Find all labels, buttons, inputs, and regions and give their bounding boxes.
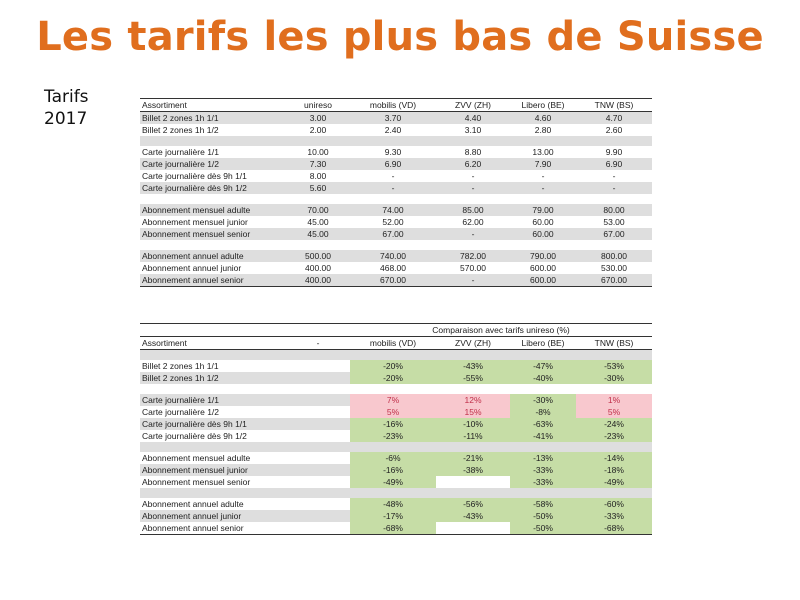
price-cell: 3.70 [350,112,436,125]
percent-cell: -16% [350,418,436,430]
price-cell: 67.00 [350,228,436,240]
percent-cell: -38% [436,464,510,476]
price-cell: - [576,182,652,194]
percent-cell: -49% [350,476,436,488]
product-name: Carte journalière dès 9h 1/2 [142,431,247,441]
column-header: Assortiment [140,337,286,350]
price-cell: - [391,171,395,181]
price-cell: 45.00 [307,217,329,227]
percent-cell: -68% [350,522,436,535]
product-name: Abonnement mensuel adulte [142,453,251,463]
price-cell: 7.90 [510,158,576,170]
product-name: Carte journalière 1/1 [142,147,220,157]
group-spacer [140,136,652,146]
price-cell: 6.20 [436,158,510,170]
table-row [140,204,652,216]
price-cell: 70.00 [286,204,350,216]
table-row [140,452,652,464]
percent-cell [286,498,350,510]
price-cell: 740.00 [350,250,436,262]
product-name: Carte journalière dès 9h 1/1 [140,418,286,430]
percent-cell: -33% [510,476,576,488]
column-header: unireso [286,99,350,112]
spacer-cell [140,384,652,394]
percent-cell [286,476,350,488]
price-cell: 468.00 [380,263,406,273]
product-name: Carte journalière 1/1 [140,394,286,406]
table-row [140,418,652,430]
price-cell: 80.00 [576,204,652,216]
group-spacer [140,350,652,361]
price-cell: 400.00 [305,263,331,273]
price-cell: 74.00 [350,204,436,216]
price-cell: 670.00 [576,274,652,287]
price-cell: 8.00 [309,171,327,181]
percent-cell: -33% [510,464,576,476]
table-row [140,476,652,488]
percent-cell [436,476,510,488]
percent-cell: -23% [576,430,652,442]
price-cell: - [436,228,510,240]
tariff-prices-table [140,98,652,287]
percent-cell: 12% [436,394,510,406]
table-row [140,274,652,287]
price-cell: 67.00 [576,228,652,240]
percent-cell [286,452,350,464]
price-cell: 9.30 [384,147,402,157]
price-cell: - [541,171,545,181]
price-cell: 79.00 [510,204,576,216]
price-cell: 5.60 [286,182,350,194]
percent-cell: -48% [350,498,436,510]
percent-cell: -60% [576,498,652,510]
price-cell: 782.00 [436,250,510,262]
column-header: mobilis (VD) [350,99,436,112]
percent-cell [286,430,350,442]
group-spacer [140,240,652,250]
table-row [140,124,652,136]
price-cell: 60.00 [510,228,576,240]
side-label-line2: 2017 [44,109,88,129]
percent-cell [286,464,350,476]
table-row [140,464,652,476]
percent-cell: -23% [350,430,436,442]
product-name: Abonnement annuel adulte [140,250,286,262]
comparison-caption-row [140,324,652,337]
product-name: Billet 2 zones 1h 1/2 [142,125,219,135]
price-cell: 800.00 [576,250,652,262]
page-title: Les tarifs les plus bas de Suisse [36,14,764,60]
product-name: Billet 2 zones 1h 1/1 [140,112,286,125]
spacer-cell [140,240,652,250]
price-cell: - [436,182,510,194]
percent-cell: -63% [510,418,576,430]
caption-spacer [286,324,350,337]
percent-cell: -13% [510,452,576,464]
table-row [140,406,652,418]
product-name: Abonnement annuel adulte [142,499,244,509]
percent-cell: -43% [436,360,510,372]
percent-cell: -43% [436,510,510,522]
percent-cell: -58% [510,498,576,510]
table-row [140,394,652,406]
price-cell: 53.00 [603,217,625,227]
percent-cell [286,372,350,384]
price-cell: 45.00 [286,228,350,240]
table-row [140,372,652,384]
percent-cell: -40% [510,372,576,384]
percent-cell: -30% [576,372,652,384]
percent-cell: -30% [510,394,576,406]
percent-cell [436,522,510,535]
percent-cell: -8% [510,406,576,418]
spacer-cell [140,350,652,361]
price-cell: 52.00 [382,217,404,227]
column-header: TNW (BS) [576,337,652,350]
percent-cell: -41% [510,430,576,442]
price-cell: 4.40 [436,112,510,125]
column-header: ZVV (ZH) [436,99,510,112]
price-cell: 600.00 [530,263,556,273]
table-header-row [140,337,652,350]
percent-cell [286,522,350,535]
price-cell: 85.00 [436,204,510,216]
price-cell: 400.00 [286,274,350,287]
product-name: Abonnement annuel senior [140,522,286,535]
percent-cell: 7% [350,394,436,406]
percent-cell: -18% [576,464,652,476]
group-spacer [140,194,652,204]
price-cell: 3.00 [286,112,350,125]
product-name: Abonnement annuel junior [142,263,242,273]
percent-cell: -20% [350,360,436,372]
product-name: Abonnement mensuel junior [140,464,286,476]
percent-cell: -68% [576,522,652,535]
table-row [140,112,652,125]
percent-cell: -16% [350,464,436,476]
column-header: ZVV (ZH) [436,337,510,350]
table-row [140,262,652,274]
product-name: Billet 2 zones 1h 1/2 [140,372,286,384]
spacer-cell [140,488,652,498]
product-name: Carte journalière 1/2 [140,158,286,170]
price-cell: 4.70 [576,112,652,125]
column-header: - [286,337,350,350]
percent-cell: -50% [510,510,576,522]
price-cell: - [436,274,510,287]
price-cell: 600.00 [510,274,576,287]
percent-cell: 5% [350,406,436,418]
percent-cell [286,406,350,418]
table-row [140,146,652,158]
price-cell: 2.40 [384,125,402,135]
column-header: Libero (BE) [510,337,576,350]
price-cell: - [350,182,436,194]
spacer-cell [140,136,652,146]
column-header: Libero (BE) [510,99,576,112]
percent-cell: -17% [350,510,436,522]
price-cell: 3.10 [464,125,482,135]
percent-cell: -55% [436,372,510,384]
product-name: Abonnement mensuel senior [140,228,286,240]
price-cell: 500.00 [286,250,350,262]
product-name: Abonnement mensuel adulte [140,204,286,216]
product-name: Billet 2 zones 1h 1/1 [142,361,219,371]
percent-cell: -53% [576,360,652,372]
percent-cell: -49% [576,476,652,488]
table-row [140,360,652,372]
table-header-row [140,99,652,112]
price-cell: 2.80 [534,125,552,135]
price-cell: 670.00 [350,274,436,287]
percent-cell: 15% [436,406,510,418]
percent-cell: -10% [436,418,510,430]
price-cell: 570.00 [460,263,486,273]
price-cell: 60.00 [532,217,554,227]
column-header: Assortiment [140,99,286,112]
table-row [140,250,652,262]
percent-cell [286,418,350,430]
group-spacer [140,488,652,498]
percent-cell [286,360,350,372]
group-spacer [140,442,652,452]
table-row [140,158,652,170]
percent-cell: -47% [510,360,576,372]
price-cell: - [510,182,576,194]
table-row [140,182,652,194]
price-cell: 2.00 [309,125,327,135]
product-name: Carte journalière dès 9h 1/2 [140,182,286,194]
table-row [140,170,652,182]
percent-cell: -50% [510,522,576,535]
percent-cell: 1% [576,394,652,406]
price-cell: 790.00 [510,250,576,262]
comparison-caption: Comparaison avec tarifs unireso (%) [350,324,652,337]
table-row [140,498,652,510]
caption-spacer [140,324,286,337]
product-name: Carte journalière dès 9h 1/1 [142,171,247,181]
price-cell: 13.00 [532,147,554,157]
group-spacer [140,384,652,394]
spacer-cell [140,442,652,452]
price-cell: 530.00 [601,263,627,273]
table-row [140,430,652,442]
percent-cell [286,394,350,406]
percent-cell: 5% [576,406,652,418]
percent-cell [286,510,350,522]
percent-cell: -33% [576,510,652,522]
percent-cell: -11% [436,430,510,442]
percent-cell: -14% [576,452,652,464]
product-name: Carte journalière 1/2 [142,407,220,417]
price-cell: - [612,171,616,181]
percent-cell: -6% [350,452,436,464]
price-cell: 6.90 [576,158,652,170]
price-cell: 4.60 [510,112,576,125]
tariff-comparison-table [140,323,652,535]
price-cell: 2.60 [605,125,623,135]
percent-cell: -21% [436,452,510,464]
table-row [140,510,652,522]
percent-cell: -24% [576,418,652,430]
table-row [140,228,652,240]
price-cell: 9.90 [605,147,623,157]
price-cell: - [471,171,475,181]
table-row [140,216,652,228]
price-cell: 62.00 [462,217,484,227]
price-cell: 7.30 [286,158,350,170]
price-cell: 10.00 [307,147,329,157]
price-cell: 6.90 [350,158,436,170]
product-name: Abonnement mensuel senior [142,477,251,487]
product-name: Abonnement annuel senior [140,274,286,287]
spacer-cell [140,194,652,204]
table-row [140,522,652,535]
price-cell: 8.80 [464,147,482,157]
percent-cell: -56% [436,498,510,510]
product-name: Abonnement mensuel junior [142,217,248,227]
tariff-year-label [44,86,89,130]
column-header: TNW (BS) [576,99,652,112]
percent-cell: -20% [350,372,436,384]
side-label-line1: Tarifs [44,87,89,107]
product-name: Abonnement annuel junior [140,510,286,522]
column-header: mobilis (VD) [350,337,436,350]
